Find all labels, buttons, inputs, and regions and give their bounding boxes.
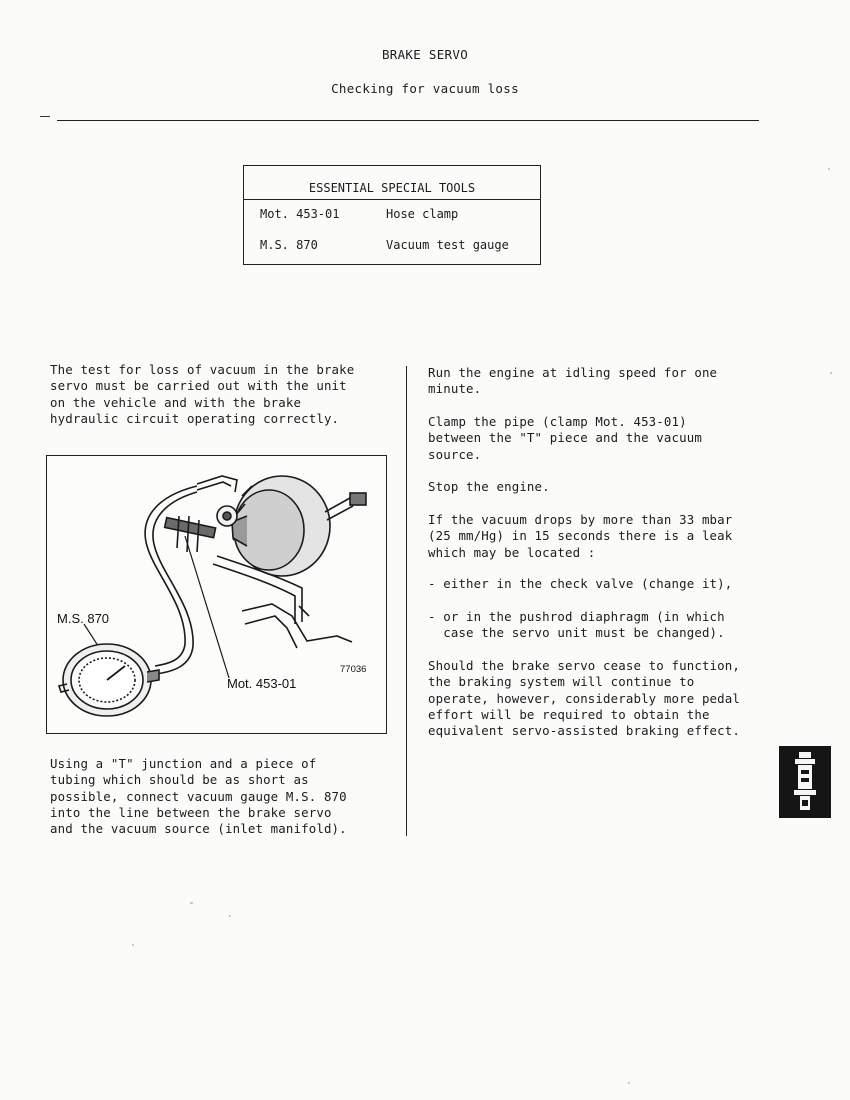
brake-servo-tab-icon [779,746,831,818]
section-tab [779,746,831,818]
tool-row [260,238,509,252]
procedure-step: If the vacuum drops by more than 33 mbar (25 mm/Hg) in 15 seconds there is a leak which may be located : [428,512,733,560]
procedure-step: Clamp the pipe (clamp Mot. 453-01) between the "T" piece and the vacuum source. [428,414,702,462]
gauge-label: M.S. 870 [57,611,110,626]
procedure-column [428,365,741,739]
procedure-step: Stop the engine. [428,479,550,494]
special-tools-table [243,165,541,265]
procedure-step: Run the engine at idling speed for one minute. [428,365,718,397]
servo-gauge-illustration [47,456,386,733]
tool-code: Mot. 453-01 [260,207,340,221]
special-tools-heading: ESSENTIAL SPECIAL TOOLS [244,166,540,200]
figure-number: 77036 [340,664,367,675]
connection-paragraph: Using a "T" junction and a piece of tubing which should be as short as possible, connect vacuum gauge M.S. 870 into the line between the brake servo and the vacuum source (inlet manifold). [50,756,347,837]
vacuum-gauge-figure [46,455,387,734]
clamp-label: Mot. 453-01 [227,676,297,691]
rule-tick [40,116,50,117]
column-divider [406,366,407,836]
page-subtitle: Checking for vacuum loss [331,81,519,96]
intro-paragraph: The test for loss of vacuum in the brake servo must be carried out with the unit on the vehicle and with the brake hydraulic circuit operating correctly. [50,362,355,426]
procedure-step: - either in the check valve (change it), [428,576,733,591]
tool-name: Vacuum test gauge [386,238,509,252]
tool-name: Hose clamp [386,207,459,221]
page-title: BRAKE SERVO [381,47,469,62]
tool-code: M.S. 870 [260,238,318,252]
procedure-step: - or in the pushrod diaphragm (in which case the servo unit must be changed). [428,609,725,641]
procedure-step: Should the brake servo cease to function, the braking system will continue to operate, however, considerably more pedal effort will be required to obtain the equivalent servo-assisted braking effect. [428,658,741,739]
tool-row [260,207,458,221]
header-rule [57,120,759,121]
